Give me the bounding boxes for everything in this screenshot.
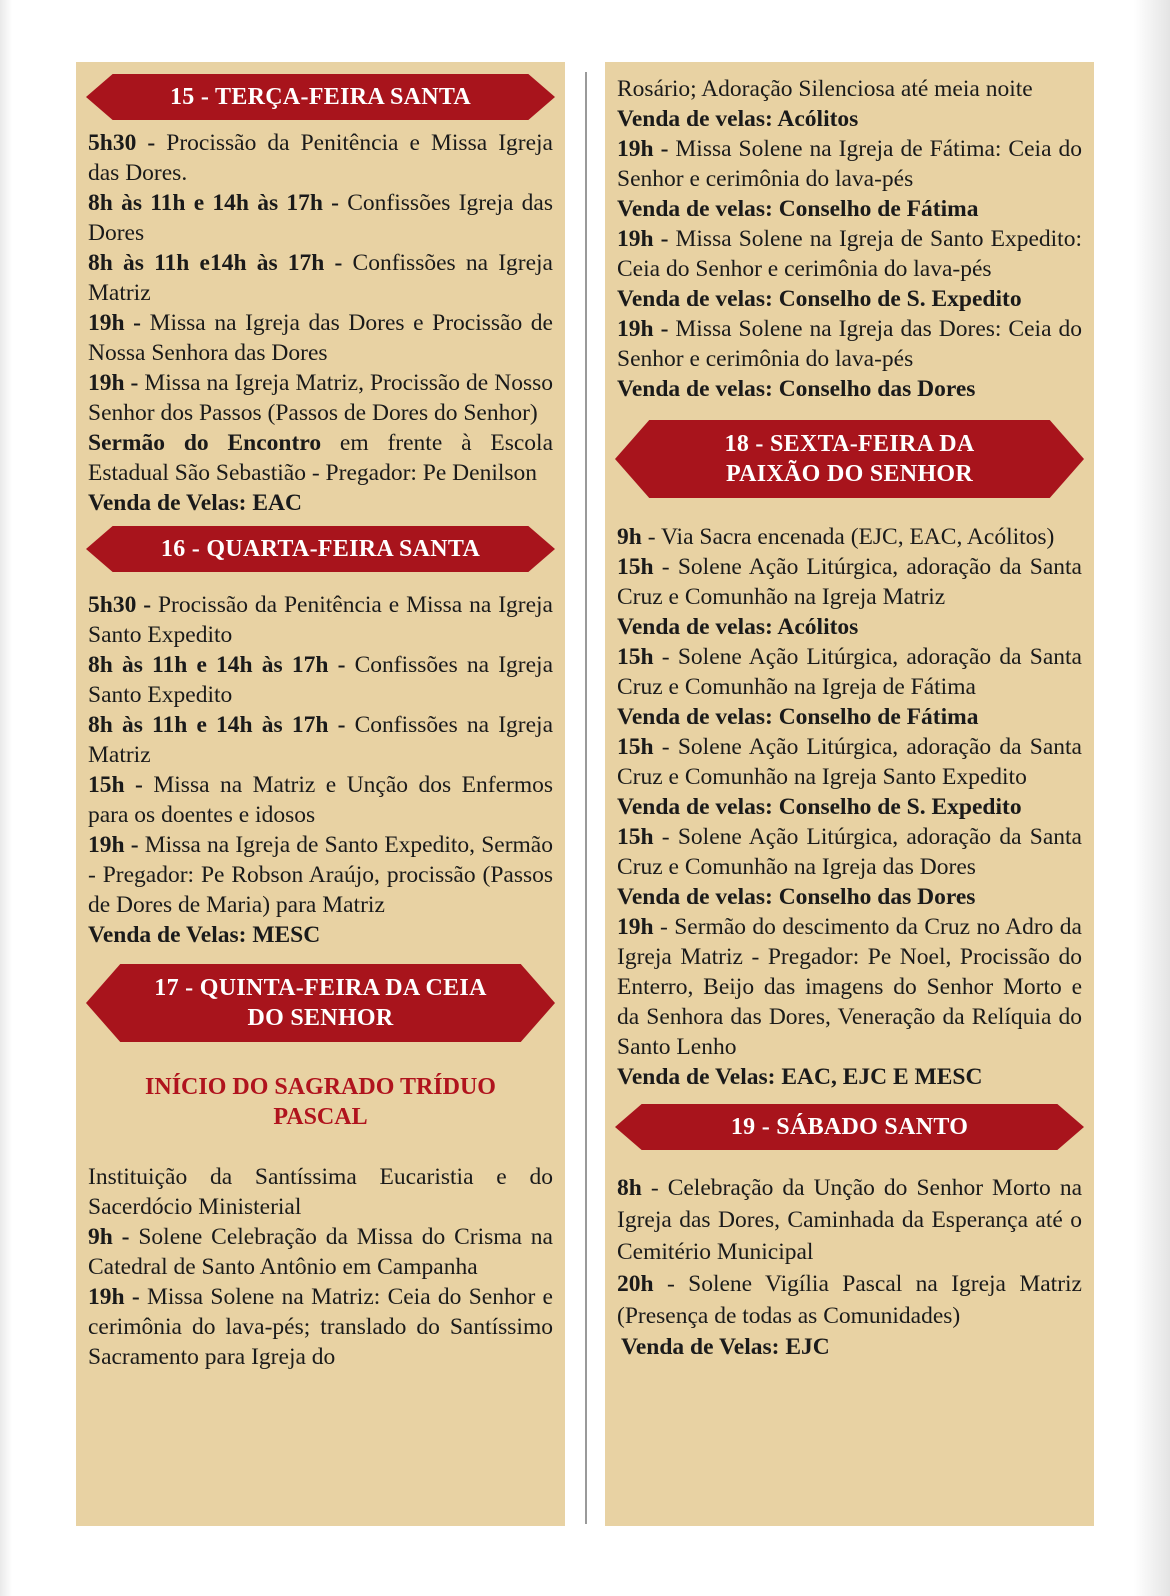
schedule-entry: 19h - Sermão do descimento da Cruz no Adro da Igreja Matriz - Pregador: Pe Noel, Procissão do Enterro, Beijo das imagens do Senhor Morto e da Senhora das Dores, Veneração da Relíquia do Santo Lenho — [617, 914, 1082, 1060]
candle-sale-note: Venda de Velas: EAC, EJC E MESC — [617, 1064, 983, 1090]
candle-sale-note: Venda de velas: Conselho de S. Expedito — [617, 286, 1022, 312]
schedule-entry: 19h - Missa na Igreja das Dores e Procissão de Nossa Senhora das Dores — [88, 310, 553, 366]
candle-sale-note: Venda de velas: Acólitos — [617, 106, 859, 132]
schedule-entry: 8h às 11h e14h às 17h - Confissões na Igreja Matriz — [88, 250, 553, 306]
left-column — [76, 62, 565, 1526]
schedule-entry: 15h - Solene Ação Litúrgica, adoração da Santa Cruz e Comunhão na Igreja de Fátima — [617, 644, 1082, 700]
candle-sale-note: Venda de velas: Conselho de Fátima — [617, 704, 979, 730]
schedule-intro: Instituição da Santíssima Eucaristia e do Sacerdócio Ministerial — [88, 1164, 553, 1220]
schedule-entry: Sermão do Encontro em frente à Escola Estadual São Sebastião - Pregador: Pe Denilson — [88, 430, 553, 486]
schedule-entry: 19h - Missa na Igreja de Santo Expedito, Sermão - Pregador: Pe Robson Araújo, procissão (Passos de Dores de Maria) para Matriz — [88, 832, 553, 918]
banner-day-17 — [86, 964, 555, 1042]
schedule-entry-continued: Rosário; Adoração Silenciosa até meia noite — [617, 76, 1033, 102]
banner-title: 19 - SÁBADO SANTO — [730, 1114, 969, 1140]
schedule-entry: 8h - Celebração da Unção do Senhor Morto na Igreja das Dores, Caminhada da Esperança até o Cemitério Municipal — [617, 1175, 1082, 1265]
schedule-entry: 19h - Missa Solene na Igreja das Dores: Ceia do Senhor e cerimônia do lava-pés — [617, 316, 1082, 372]
schedule-entry: 15h - Solene Ação Litúrgica, adoração da Santa Cruz e Comunhão na Igreja Matriz — [617, 554, 1082, 610]
schedule-entry: 9h - Solene Celebração da Missa do Crisma na Catedral de Santo Antônio em Campanha — [88, 1224, 553, 1280]
candle-sale-note: Venda de velas: Conselho das Dores — [617, 376, 976, 402]
banner-day-16 — [86, 526, 555, 572]
schedule-entry: 5h30 - Procissão da Penitência e Missa Igreja das Dores. — [88, 130, 553, 186]
candle-sale-note: Venda de velas: Conselho de S. Expedito — [617, 794, 1022, 820]
page-shadow-right — [1134, 0, 1170, 1596]
candle-sale-note: Venda de Velas: EAC — [88, 490, 302, 516]
candle-sale-note: Venda de velas: Conselho de Fátima — [617, 196, 979, 222]
schedule-entry: 15h - Solene Ação Litúrgica, adoração da Santa Cruz e Comunhão na Igreja Santo Expedito — [617, 734, 1082, 790]
triduum-heading: INÍCIO DO SAGRADO TRÍDUO PASCAL — [145, 1074, 496, 1130]
banner-day-19 — [615, 1104, 1084, 1150]
schedule-entry: 19h - Missa na Igreja Matriz, Procissão de Nosso Senhor dos Passos (Passos de Dores do Senhor) — [88, 370, 553, 426]
schedule-entry: 19h - Missa Solene na Matriz: Ceia do Senhor e cerimônia do lava-pés; translado do Santíssimo Sacramento para Igreja do — [88, 1284, 553, 1370]
schedule-entry: 15h - Solene Ação Litúrgica, adoração da Santa Cruz e Comunhão na Igreja das Dores — [617, 824, 1082, 880]
banner-day-18 — [615, 420, 1084, 498]
page-shadow-left — [0, 0, 12, 1596]
banner-title: 15 - TERÇA-FEIRA SANTA — [169, 84, 472, 110]
candle-sale-note: Venda de velas: Acólitos — [617, 614, 859, 640]
candle-sale-note: Venda de Velas: EJC — [621, 1334, 830, 1360]
schedule-entry: 8h às 11h e 14h às 17h - Confissões Igreja das Dores — [88, 190, 553, 246]
schedule-entry: 9h - Via Sacra encenada (EJC, EAC, Acólitos) — [617, 524, 1055, 550]
schedule-entry: 8h às 11h e 14h às 17h - Confissões na Igreja Santo Expedito — [88, 652, 554, 708]
candle-sale-note: Venda de Velas: MESC — [88, 922, 321, 948]
banner-day-15 — [86, 74, 555, 120]
banner-title: 17 - QUINTA-FEIRA DA CEIA DO SENHOR — [154, 975, 487, 1031]
banner-title: 18 - SEXTA-FEIRA DA PAIXÃO DO SENHOR — [724, 431, 975, 487]
column-divider — [585, 72, 587, 1524]
schedule-entry: 8h às 11h e 14h às 17h - Confissões na Igreja Matriz — [88, 712, 554, 768]
schedule-entry: 19h - Missa Solene na Igreja de Santo Expedito: Ceia do Senhor e cerimônia do lava-pés — [617, 226, 1082, 282]
schedule-entry: 5h30 - Procissão da Penitência e Missa na Igreja Santo Expedito — [88, 592, 553, 648]
candle-sale-note: Venda de velas: Conselho das Dores — [617, 884, 976, 910]
schedule-entry: 19h - Missa Solene na Igreja de Fátima: Ceia do Senhor e cerimônia do lava-pés — [617, 136, 1082, 192]
banner-title: 16 - QUARTA-FEIRA SANTA — [160, 536, 481, 562]
right-column — [605, 62, 1094, 1526]
schedule-entry: 20h - Solene Vigília Pascal na Igreja Matriz (Presença de todas as Comunidades) — [617, 1271, 1082, 1329]
schedule-entry: 15h - Missa na Matriz e Unção dos Enfermos para os doentes e idosos — [88, 772, 554, 828]
